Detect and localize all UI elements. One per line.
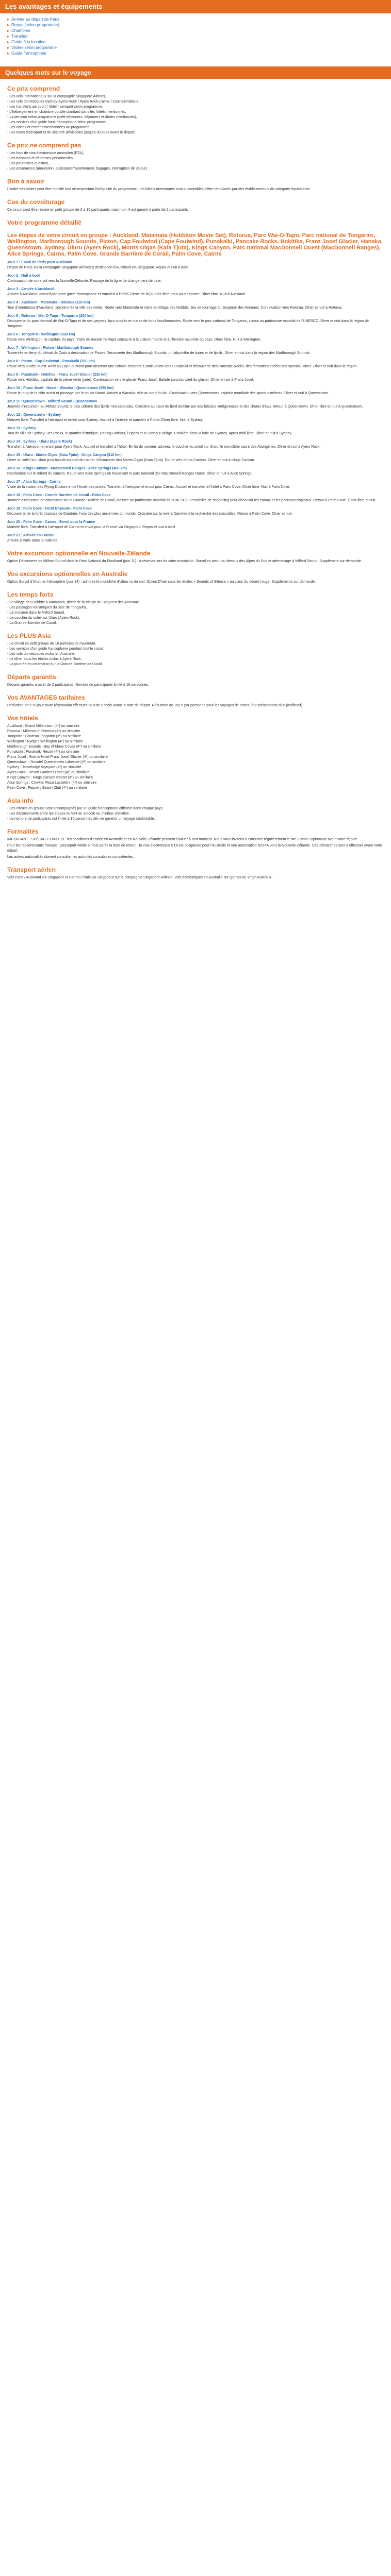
departures-text: Départs garantis à partir de 2 participants. Nombre de participants limité à 16 personnes. <box>7 683 150 687</box>
bullet-arrow-icon: ▸ <box>7 51 10 56</box>
list-item: Tongariro : Chateau Tongariro (3*) ou similaire <box>7 735 82 738</box>
plus-list <box>7 641 384 667</box>
itinerary-day <box>7 359 384 369</box>
list-item: - Le coucher du soleil sur Uluru (Ayers Rock), <box>7 616 80 620</box>
formalities-text-2: Pour les ressortissants français : passeport valide 6 mois après la date de retour. Un visa électronique ETA est obligatoire pour l'Australie et une autorisation NZeTA pour la Nouvelle-Zélande. Ces démarches sont à effectuer avant votre départ. <box>7 844 382 853</box>
itinerary-day <box>7 372 384 383</box>
day-title: Jour 6 : Tongariro - Wellington (330 km) <box>7 333 75 336</box>
itinerary-day <box>7 274 384 284</box>
feature-label: Guide francophone <box>11 51 47 56</box>
feature-label: Guide à la location <box>11 40 46 44</box>
day-text: Tour d'orientation d'Auckland, surnommée la ville des voiles. Route vers Matamata et visite du village des Hobbits, lieu de tournage du Seigneur des Anneaux. Continuation vers Rotorua. Dîner et nuit à Rotorua. <box>7 306 343 310</box>
day-title: Jour 1 : Envol de Paris pour Auckland <box>7 261 73 264</box>
day-title: Jour 20 : Palm Cove - Cairns - Envol pour la France <box>7 520 95 524</box>
program-subheading: Les étapes de votre circuit en groupe : Auckland, Matamata (Hobbiton Movie Set), Rotorua, Parc Wai-O-Tapu, Parc national de Tongariro, Wellington, Marlborough Sounds, Picton, Cap Foulwind (Cape Foulwind), Punakaiki, Pancake Rocks, Hokitika, Franz Josef Glacier, Hanaka, Queenstown, Sydney, Uluru (Ayers Rock), Monts Olgas (Kata Tjuta), Kings Canyon, Parc national MacDonnell Ouest (MacDonnell Ranges), Alice Springs, Cairns, Palm Cove, Grande Barrière de Corail, Palm Cove, Cairns <box>7 232 383 257</box>
group-heading: Cas du covoiturage <box>7 198 65 206</box>
itinerary-day <box>7 399 384 410</box>
feature-label: Visites selon programme <box>11 45 57 50</box>
departures-section <box>0 673 391 708</box>
bullet-arrow-icon: ▸ <box>7 23 10 27</box>
list-item: Ayers Rock : Desert Gardens Hotel (4*) ou similaire <box>7 771 90 774</box>
list-item: Sydney : Travelodge Wynyard (4*) ou similaire <box>7 766 82 769</box>
day-text: Route vers Hokitika, capitale de la pierre verte (jade). Continuation vers le glacier Franz Josef. Balade jusqu'au pied du glacier. Dîner et nuit à Franz Josef. <box>7 378 254 382</box>
itinerary-day <box>7 439 384 450</box>
list-item: Queenstown : Novotel Queenstown Lakeside (4*) ou similaire <box>7 760 106 764</box>
excursion-heading: Votre excursion optionnelle en Nouvelle-Zélande <box>7 550 151 557</box>
good-to-know-text: L'ordre des visites peut être modifié tout en respectant l'intégralité du programme. Les hôtels mentionnés sont susceptibles d'être remplacés par des établissements de catégorie équivalente. <box>7 188 311 191</box>
group-text: Ce circuit peut être réalisé en petit groupe de 2 à 16 participants maximum. Il est garanti à partir de 2 participants. <box>7 208 189 212</box>
list-item: - Les paysages volcaniques du parc de Tongariro, <box>7 606 87 609</box>
list-item: Alice Springs : Crowne Plaza Lasseters (4*) ou similaire <box>7 781 97 785</box>
list-item: - La journée en catamaran sur la Grande Barrière de Corail. <box>7 663 103 666</box>
program-heading: Votre programme détaillé <box>7 219 82 226</box>
day-text: Randonnée sur le rebord du canyon. Route vers Alice Springs en traversant le parc national des MacDonnell Ranges Ouest. Dîner et nuit à Alice Springs. <box>7 472 253 476</box>
day-title: Jour 4 : Auckland - Matamata - Rotorua (230 km) <box>7 301 90 304</box>
formalities-heading: Formalités <box>7 828 39 835</box>
feature-label: Transfert <box>11 34 28 39</box>
departures-heading: Départs garantis <box>7 673 56 681</box>
list-item: - La Grande Barrière de Corail. <box>7 621 57 625</box>
list-item: Franz Josef : Scenic Hotel Franz Josef Glacier (4*) ou similaire <box>7 755 108 759</box>
day-text: Journée d'excursion en catamaran sur la Grande Barrière de Corail, classée au patrimoine mondial de l'UNESCO. Possibilité de snorkeling pour découvrir les coraux et les poissons tropicaux. Retour à Palm Cove. Dîner libre et nuit. <box>7 499 377 502</box>
itinerary <box>0 260 391 544</box>
list-item: Marlborough Sounds : Bay of Many Coves (4*) ou similaire <box>7 745 102 749</box>
itinerary-day <box>7 520 384 530</box>
list-item: - L'hébergement en chambre double standard dans les hôtels mentionnés, <box>7 110 126 114</box>
plus-heading: Les PLUS Asia <box>7 632 51 639</box>
program-section <box>0 219 391 544</box>
itinerary-day <box>7 493 384 503</box>
bullet-arrow-icon: ▸ <box>7 34 10 39</box>
asia-info-heading: Asia info <box>7 797 34 804</box>
hotels-section <box>0 715 391 822</box>
day-title: Jour 9 : Punakaiki - Hokitika - Franz Josef Glacier (230 km) <box>7 373 108 377</box>
itinerary-day <box>7 413 384 423</box>
feature-item <box>7 22 384 28</box>
list-item: - Les visites et entrées mentionnées au programme, <box>7 126 91 129</box>
included-list <box>7 94 384 135</box>
day-title: Jour 7 : Wellington - Picton - Marlborough Sounds <box>7 346 94 350</box>
list-item: - Les transferts aéroport / hôtel / aéroport selon programme, <box>7 105 103 109</box>
bullet-arrow-icon: ▸ <box>7 45 10 50</box>
bullet-arrow-icon: ▸ <box>7 28 10 33</box>
itinerary-day <box>7 332 384 343</box>
transport-text: Vols Paris / Auckland via Singapour et Cairns / Paris via Singapour sur la compagnie Singapore Airlines. Vols domestiques en Australie sur Qantas ou Virgin Australia. <box>7 876 272 879</box>
feature-item <box>7 45 384 50</box>
not-included-list <box>7 151 384 172</box>
day-text: Tour de ville de Sydney : les Rocks, le quartier historique, Darling Harbour, l'Opéra et le Harbour Bridge. Croisière dans la baie de Sydney. Après-midi libre. Dîner et nuit à Sydney. <box>7 432 292 435</box>
list-item: - Le village des Hobbits à Matamata, décor de la trilogie du Seigneur des Anneaux, <box>7 601 140 604</box>
day-text: Transfert à l'aéroport et envol pour Ayers Rock. Accueil et transfert à l'hôtel. En fin de journée, admirez le coucher du soleil sur Uluru, le monolithe sacré des Aborigènes. Dîner et nuit à Ayers Rock. <box>7 445 321 449</box>
list-item: - Les services d'un guide local francophone selon programme, <box>7 121 107 124</box>
included-heading: Ce prix comprend <box>7 85 60 92</box>
list-item: - Le dîner sous les étoiles inclus à Ayers Rock, <box>7 657 82 661</box>
section-title: Quelques mots sur le voyage <box>0 66 391 79</box>
excursion-heading-2: Vos excursions optionnelles en Australie <box>7 570 128 578</box>
bullet-arrow-icon: ▸ <box>7 40 10 44</box>
list-item: - Les vols domestiques inclus en Australie, <box>7 652 75 656</box>
day-text: Découverte du parc thermal de Wai-O-Tapu et de ses geysers, lacs colorés et mares de boue bouillonnantes. Route vers le parc national de Tongariro, classé au patrimoine mondial de l'UNESCO. Dîner et nuit dans la région de Tongariro. <box>7 319 369 328</box>
list-item: - Les pourboires et extras, <box>7 162 50 165</box>
list-item: - Les services d'un guide francophone pendant tout le circuit, <box>7 647 105 651</box>
itinerary-day <box>7 453 384 463</box>
day-title: Jour 10 : Franz Josef - Haast - Wanaka - Queenstown (350 km) <box>7 386 114 390</box>
excursions-section <box>0 550 391 585</box>
day-text: Matinée libre. Transfert à l'aéroport de Cairns et envol pour la France via Singapour. Repas et nuit à bord. <box>7 526 176 529</box>
day-text: Départ de Paris sur la compagnie Singapore Airlines à destination d'Auckland via Singapour. Repas et nuit à bord. <box>7 266 190 269</box>
day-text: Visite de la station des Flying Doctors et de l'école des ondes. Transfert à l'aéroport et envol pour Cairns. Accueil et transfert à l'hôtel à Palm Cove. Dîner libre. Nuit à Palm Cove. <box>7 485 290 489</box>
day-title: Jour 15 : Uluru - Monts Olgas (Kata Tjuta) - Kings Canyon (310 km) <box>7 453 122 457</box>
list-item: - Les assurances (annulation, assistance/rapatriement, bagages, interruption de séjour). <box>7 167 148 171</box>
excursion-text-2: Option Survol d'Uluru en hélicoptère (jour 14) : admirez le monolithe d'Uluru vu du ciel. Option Dîner sous les étoiles « Sounds of Silence » au cœur du désert rouge. Suppléments sur demande. <box>7 580 316 584</box>
list-item: Kings Canyon : Kings Canyon Resort (3*) ou similaire <box>7 776 93 779</box>
feature-item <box>7 39 384 45</box>
list-item: - Le circuit en petit groupe de 16 participants maximum, <box>7 642 96 646</box>
day-title: Jour 14 : Sydney - Uluru (Ayers Rock) <box>7 440 72 444</box>
day-title: Jour 8 : Picton - Cap Foulwind - Punakaiki (350 km) <box>7 360 95 363</box>
not-included-heading: Ce prix ne comprend pas <box>7 142 82 149</box>
itinerary-day <box>7 506 384 517</box>
day-title: Jour 3 : Arrivée à Auckland <box>7 287 54 291</box>
list-item: Palm Cove : Peppers Beach Club (4*) ou similaire <box>7 786 87 790</box>
day-text: Journée d'excursion au Milford Sound, le plus célèbre des fjords néo-zélandais. Croisière au cœur du fjord dominé par des falaises vertigineuses et des chutes d'eau. Retour à Queenstown. Dîner libre et nuit à Queenstown. <box>7 405 363 409</box>
itinerary-day <box>7 300 384 311</box>
day-title: Jour 5 : Rotorua - Wai-O-Tapu - Tongariro (200 km) <box>7 314 94 318</box>
hotels-heading: Vos hôtels <box>7 715 38 722</box>
feature-item <box>7 50 384 56</box>
included-section <box>0 85 391 213</box>
itinerary-day <box>7 426 384 436</box>
good-to-know-heading: Bon à savoir <box>7 178 45 185</box>
day-title: Jour 2 : Nuit à bord <box>7 274 41 278</box>
itinerary-day <box>7 346 384 356</box>
page-header: Les avantages et équipements <box>0 0 391 13</box>
highlights-section <box>0 591 391 667</box>
day-title: Jour 17 : Alice Springs - Cairns <box>7 480 61 484</box>
feature-label: Chambres <box>11 28 30 33</box>
highlights-list <box>7 600 384 626</box>
day-text: Découverte de la forêt tropicale de Daintree, l'une des plus anciennes du monde. Croisière sur la rivière Daintree à la recherche des crocodiles. Retour à Palm Cove. Dîner et nuit. <box>7 512 293 516</box>
feature-label: Repas (selon programme) <box>11 23 59 27</box>
list-item: Wellington : Rydges Wellington (4*) ou similaire <box>7 740 84 743</box>
itinerary-day <box>7 466 384 477</box>
bullet-arrow-icon: ▸ <box>7 17 10 22</box>
advantages-text: Réduction de 5 % pour toute réservation effectuée plus de 6 mois avant la date de départ. Réduction de 150 € par personne pour les voyages de noces (sur présentation d'un justificatif). <box>7 704 304 707</box>
list-item: Auckland : Grand Millennium (4*) ou similaire <box>7 724 80 728</box>
day-text: Arrivée à Auckland, accueil par votre guide francophone et transfert à l'hôtel. Reste de la journée libre pour vous reposer. Dîner libre. Nuit à Auckland. <box>7 293 247 296</box>
formalities-text-3: Les autres nationalités doivent consulter les autorités consulaires compétentes. <box>7 855 134 859</box>
feature-label: Arrivée au départ de Paris <box>11 17 59 22</box>
transport-heading: Transport aérien <box>7 866 56 873</box>
day-title: Jour 12 : Queenstown - Sydney <box>7 413 61 417</box>
list-item: Rotorua : Millennium Rotorua (4*) ou similaire <box>7 730 80 733</box>
itinerary-day <box>7 287 384 297</box>
day-text: Matinée libre. Transfert à l'aéroport et envol pour Sydney. Accueil à l'arrivée et transfert à l'hôtel. Dîner libre. Nuit à Sydney. <box>7 418 203 422</box>
hotels-list <box>7 724 384 791</box>
formalities-section <box>0 828 391 860</box>
day-title: Jour 11 : Queenstown - Milford Sound - Queenstown <box>7 400 97 403</box>
day-text: Route vers Wellington, la capitale du pays. Visite du musée Te Papa consacré à la culture maorie et à l'histoire naturelle du pays. Dîner libre. Nuit à Wellington. <box>7 338 262 342</box>
list-item: - La pension selon programme (petit-déjeuners, déjeuners et dîners mentionnés), <box>7 115 137 119</box>
list-item: - Les frais de visa électronique australien (ETA), <box>7 151 84 155</box>
day-text: Lever du soleil sur Uluru puis balade au pied du rocher. Découverte des Monts Olgas (Kata Tjuta). Route vers Kings Canyon. Dîner et nuit à Kings Canyon. <box>7 459 255 462</box>
itinerary-day <box>7 533 384 544</box>
feature-item <box>7 33 384 39</box>
day-title: Jour 13 : Sydney <box>7 427 37 430</box>
list-item: - Les vols domestiques Sydney-Ayers Rock / Ayers Rock-Cairns / Cairns-Brisbane, <box>7 100 140 104</box>
day-text: Continuation de votre vol vers la Nouvelle-Zélande. Passage de la ligne de changement de date. <box>7 279 162 283</box>
list-item: - Les vols internationaux sur la compagnie Singapore Airlines, <box>7 95 106 98</box>
itinerary-day <box>7 480 384 490</box>
day-text: Arrivée à Paris dans la matinée. <box>7 539 59 543</box>
asia-info-list <box>7 806 384 822</box>
day-text: Route le long de la côte ouest et passage par le col de Haast. Arrivée à Wanaka, ville au bord du lac. Continuation vers Queenstown, capitale mondiale des sports extrêmes. Dîner et nuit à Queenstown. <box>7 392 330 395</box>
itinerary-day <box>7 386 384 396</box>
list-item: - La croisière dans le Milford Sound, <box>7 611 66 615</box>
list-item: - Les déplacements entre les étapes se font en autocar ou minibus climatisé. <box>7 812 130 816</box>
highlights-heading: Les temps forts <box>7 591 54 598</box>
feature-item <box>7 16 384 22</box>
itinerary-day <box>7 260 384 270</box>
feature-list <box>0 13 391 59</box>
transport-section <box>0 866 391 880</box>
day-title: Jour 19 : Palm Cove - Forêt tropicale - Palm Cove <box>7 507 92 511</box>
itinerary-day <box>7 314 384 329</box>
feature-item <box>7 28 384 33</box>
excursion-text: Option Découverte de Milford Sound dans le Parc National du Fiordland (jour 11) : à réserver lors de votre inscription. Survol en avion au-dessus des Alpes du Sud et atterrissage à Milford Sound. Supplément sur demande. <box>7 560 362 563</box>
list-item: - Les circuits en groupe sont accompagnés par un guide francophone différent dans chaque pays. <box>7 807 164 810</box>
day-text: Traversée en ferry du détroit de Cook à destination de Picton. Découverte des Marlborough Sounds, un labyrinthe de baies et de fjords. Dîner et nuit dans la région des Marlborough Sounds. <box>7 351 311 355</box>
advantages-heading: Vos AVANTAGES tarifaires <box>7 694 85 701</box>
formalities-text: IMPORTANT - SPÉCIAL COVID-19 : les conditions d'entrée en Australie et en Nouvelle-Zélande peuvent évoluer à tout moment. Nous vous invitons à consulter régulièrement le site France Diplomatie avant votre départ. <box>7 838 358 841</box>
list-item: Punakaiki : Punakaiki Resort (4*) ou similaire <box>7 750 79 754</box>
day-title: Jour 21 : Arrivée en France <box>7 534 54 537</box>
list-item: - Le nombre de participants est limité à 16 personnes afin de garantir un voyage confortable. <box>7 817 155 821</box>
day-title: Jour 16 : Kings Canyon - MacDonnell Ranges - Alice Springs (480 km) <box>7 467 127 470</box>
list-item: - Les boissons et dépenses personnelles, <box>7 157 74 160</box>
day-title: Jour 18 : Palm Cove - Grande Barrière de Corail - Palm Cove <box>7 494 111 497</box>
day-text: Route vers la côte ouest. Arrêt au Cap Foulwind pour observer une colonie d'otaries. Continuation vers Punakaiki et découverte des Pancake Rocks, des formations rocheuses spectaculaires. Dîner et nuit dans la région. <box>7 365 358 368</box>
list-item: - Les taxes d'aéroport et de sécurité (révisables jusqu'à 30 jours avant le départ). <box>7 131 137 134</box>
